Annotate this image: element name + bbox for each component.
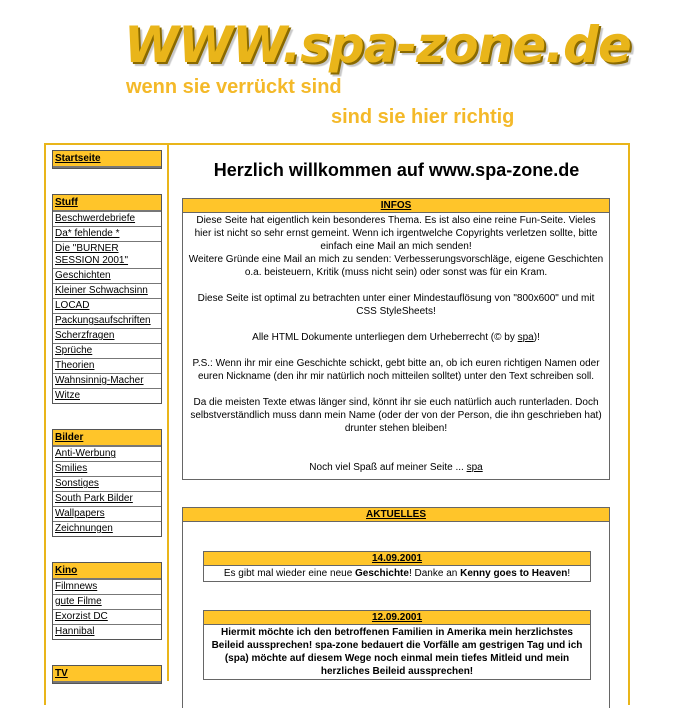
nav-start-box	[52, 150, 162, 169]
news-geschichte: Geschichte	[355, 568, 409, 579]
infos-heading: INFOS	[183, 199, 609, 213]
infos-paragraph-5: P.S.: Wenn ihr mir eine Geschichte schickt, gebt bitte an, ob ich euren richtigen Namen oder euren Nickname (den ihr mir natürlich noch mitteilen solltet) unter den Text schreiben soll.	[192, 358, 600, 382]
aktuelles-panel	[182, 507, 610, 708]
infos-body	[183, 213, 609, 488]
news-date: 14.09.2001	[204, 552, 590, 566]
nav-item-beschwerdebriefe[interactable]: Beschwerdebriefe	[53, 212, 161, 227]
slogan-line-2: sind sie hier richtig	[331, 106, 515, 128]
nav-item-smilies[interactable]: Smilies	[53, 462, 161, 477]
nav-item-locad[interactable]: LOCAD	[53, 299, 161, 314]
news-text-part: Es gibt mal wieder eine neue	[223, 568, 356, 579]
news-author: Kenny goes to Heaven	[460, 568, 568, 579]
infos-paragraph-3: Diese Seite ist optimal zu betrachten unter einer Mindestauflösung von "800x600" und mit CSS StyleSheets!	[197, 293, 595, 317]
nav-stuff-heading[interactable]: Stuff	[53, 195, 161, 212]
nav-bilder-box	[52, 429, 162, 537]
nav-item-anti-werbung[interactable]: Anti-Werbung	[53, 447, 161, 462]
infos-paragraph-6: Da die meisten Texte etwas länger sind, könnt ihr sie euch natürlich auch runterladen. Doch selbstverständlich muss dann mein Name (oder der von der Person, die ihn geschrieben hat) drunter stehen bleiben!	[190, 397, 602, 434]
nav-tv-heading[interactable]: TV	[53, 666, 161, 683]
nav-item-witze[interactable]: Witze	[55, 390, 80, 401]
copyright-end: )!	[533, 332, 540, 343]
site-logo: WWW.spa-zone.de	[124, 16, 631, 74]
infos-panel	[182, 198, 610, 480]
nav-item-hannibal[interactable]: Hannibal	[55, 626, 95, 637]
infos-paragraph-4	[187, 331, 605, 344]
nav-item-south-park-bilder[interactable]: South Park Bilder	[53, 492, 161, 507]
nav-item-scherzfragen[interactable]: Scherzfragen	[53, 329, 161, 344]
nav-item-zeichnungen[interactable]: Zeichnungen	[55, 523, 113, 534]
nav-startseite-link[interactable]: Startseite	[53, 151, 161, 168]
aktuelles-heading: AKTUELLES	[183, 508, 609, 522]
nav-item-packungsaufschriften[interactable]: Packungsaufschriften	[53, 314, 161, 329]
closing-spa-link[interactable]: spa	[466, 462, 483, 473]
copyright-spa-link[interactable]: spa	[517, 332, 534, 343]
nav-item-wahnsinnig-macher[interactable]: Wahnsinnig-Macher	[53, 374, 161, 389]
nav-item-theorien[interactable]: Theorien	[53, 359, 161, 374]
copyright-text: Alle HTML Dokumente unterliegen dem Urheberrecht (© by	[252, 332, 518, 343]
news-text-part: !	[567, 568, 571, 579]
nav-tv-box	[52, 665, 162, 684]
nav-item-filmnews[interactable]: Filmnews	[53, 580, 161, 595]
slogan-line-1: wenn sie verrückt sind	[126, 76, 342, 98]
nav-item-burner-session[interactable]: Die "BURNER SESSION 2001"	[53, 242, 161, 269]
nav-item-sonstiges[interactable]: Sonstiges	[53, 477, 161, 492]
news-text: Hiermit möchte ich den betroffenen Familien in Amerika mein herzlichstes Beileid aussprechen! spa-zone bedauert die Vorfälle am gestrigen Tag und ich (spa) möchte auf diesem Wege noch einmal mein tiefes Mitleid und mein herzliches Beileid aussprechen!	[211, 627, 583, 677]
nav-stuff-box	[52, 194, 162, 404]
closing-text: Noch viel Spaß auf meiner Seite ...	[309, 462, 467, 473]
news-text	[204, 566, 590, 581]
nav-item-kleiner-schwachsinn[interactable]: Kleiner Schwachsinn	[53, 284, 161, 299]
nav-item-fehlende[interactable]: Da* fehlende *	[53, 227, 161, 242]
news-item	[203, 551, 591, 582]
page-title: Herzlich willkommen auf www.spa-zone.de	[213, 160, 580, 180]
nav-item-gute-filme[interactable]: gute Filme	[53, 595, 161, 610]
news-text-part: ! Danke an	[408, 568, 461, 579]
infos-paragraph-2: Weitere Gründe eine Mail an mich zu senden: Verbesserungsvorschläge, eigene Geschichten o.a. beisteuern, Kritik (muss nicht sein) oder sonst was für ein Kram.	[188, 254, 604, 278]
infos-paragraph-1: Diese Seite hat eigentlich kein besonderes Thema. Es ist also eine reine Fun-Seite. Vieles hier ist nicht so sehr ernst gemeint. Wenn ich irgentwelche Copyrights verletzen sollte, bitte einfach eine Mail an mich senden!	[194, 215, 598, 252]
nav-item-geschichten[interactable]: Geschichten	[53, 269, 161, 284]
nav-bilder-heading[interactable]: Bilder	[53, 430, 161, 447]
infos-paragraph-7	[187, 461, 605, 474]
nav-kino-heading[interactable]: Kino	[53, 563, 161, 580]
nav-item-sprueche[interactable]: Sprüche	[53, 344, 161, 359]
news-date: 12.09.2001	[204, 611, 590, 625]
nav-item-exorzist-dc[interactable]: Exorzist DC	[53, 610, 161, 625]
news-item	[203, 610, 591, 680]
nav-item-wallpapers[interactable]: Wallpapers	[53, 507, 161, 522]
nav-kino-box	[52, 562, 162, 640]
